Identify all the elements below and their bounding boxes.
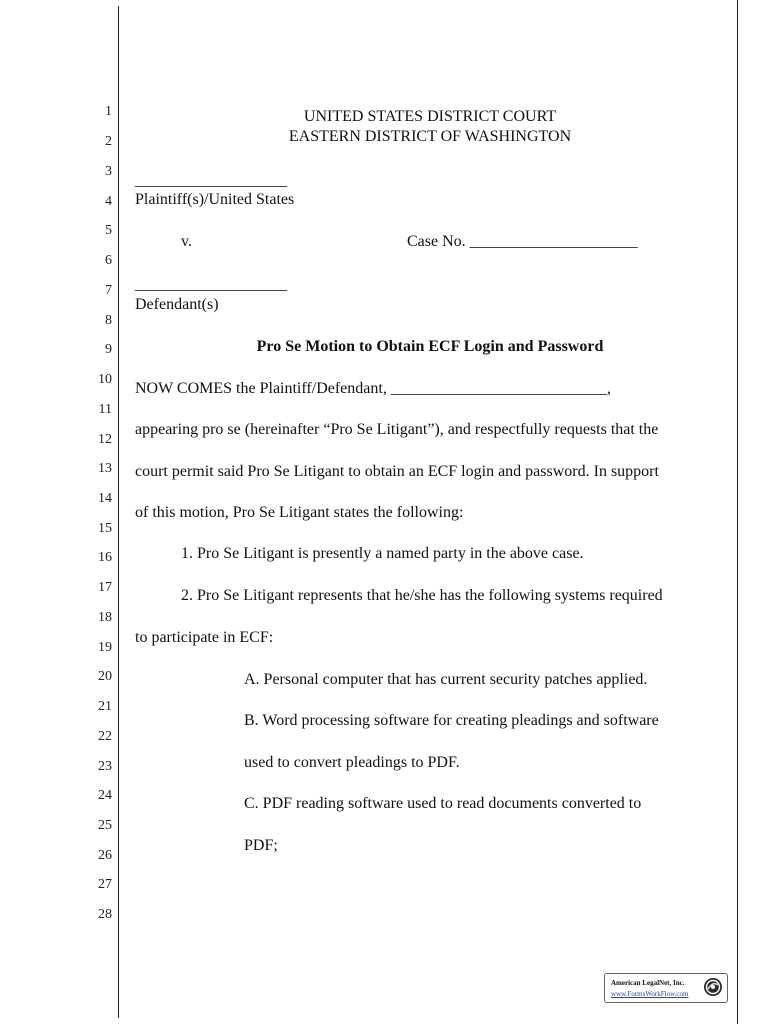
line-number: 27 [98,877,112,892]
line-number: 19 [98,640,112,655]
numbered-item-2: 2. Pro Se Litigant represents that he/she has the following systems required [181,587,663,604]
versus: v. [181,233,192,250]
motion-title: Pro Se Motion to Obtain ECF Login and Password [256,338,604,355]
numbered-item-1: 1. Pro Se Litigant is presently a named party in the above case. [181,545,584,562]
line-number: 22 [98,729,112,744]
numbered-item-2-continuation: to participate in ECF: [135,629,274,646]
sub-item-a: A. Personal computer that has current security patches applied. [244,671,648,688]
line-number: 21 [98,699,112,714]
sub-item-b-continuation: used to convert pleadings to PDF. [244,754,460,771]
line-number: 2 [105,134,112,149]
line-number: 10 [98,372,112,387]
line-number: 26 [98,848,112,863]
line-number: 15 [98,521,112,536]
body-line: appearing pro se (hereinafter “Pro Se Litigant”), and respectfully requests that the [135,421,659,438]
defendant-label: Defendant(s) [135,296,219,313]
court-name: UNITED STATES DISTRICT COURT [303,108,557,125]
sub-item-c: C. PDF reading software used to read documents converted to [244,795,642,812]
body-line: NOW COMES the Plaintiff/Defendant, ___________________________, [135,380,611,397]
line-number: 23 [98,759,112,774]
left-margin-rule [118,6,119,1018]
right-margin-rule [737,0,738,1024]
line-number: 14 [98,491,112,506]
line-number: 17 [98,580,112,595]
logo-company-name: American LegalNet, Inc. [611,979,685,987]
defendant-blank: ___________________ [135,276,287,293]
line-number: 18 [98,610,112,625]
sub-item-b: B. Word processing software for creating pleadings and software [244,712,659,729]
line-number: 28 [98,907,112,922]
plaintiff-label: Plaintiff(s)/United States [135,191,295,208]
court-district: EASTERN DISTRICT OF WASHINGTON [288,128,572,145]
line-number: 8 [105,313,112,328]
line-number: 1 [105,104,112,119]
line-number: 25 [98,818,112,833]
line-number: 7 [105,283,112,298]
line-number: 4 [105,194,112,209]
case-number: Case No. _____________________ [407,233,638,250]
line-number: 6 [105,253,112,268]
logo-url-link[interactable]: www.FormsWorkFlow.com [611,990,689,998]
line-number: 13 [98,461,112,476]
line-number: 16 [98,550,112,565]
line-number: 20 [98,669,112,684]
line-number: 3 [105,164,112,179]
globe-icon [703,977,723,997]
body-line: court permit said Pro Se Litigant to obtain an ECF login and password. In support [135,463,659,480]
line-number: 5 [105,223,112,238]
line-number: 12 [98,432,112,447]
plaintiff-blank: ___________________ [135,172,287,189]
american-legalnet-logo [604,973,728,1003]
sub-item-c-continuation: PDF; [244,837,278,854]
line-number: 9 [105,342,112,357]
line-number: 24 [98,788,112,803]
line-number: 11 [98,402,112,417]
body-line: of this motion, Pro Se Litigant states the following: [135,504,464,521]
